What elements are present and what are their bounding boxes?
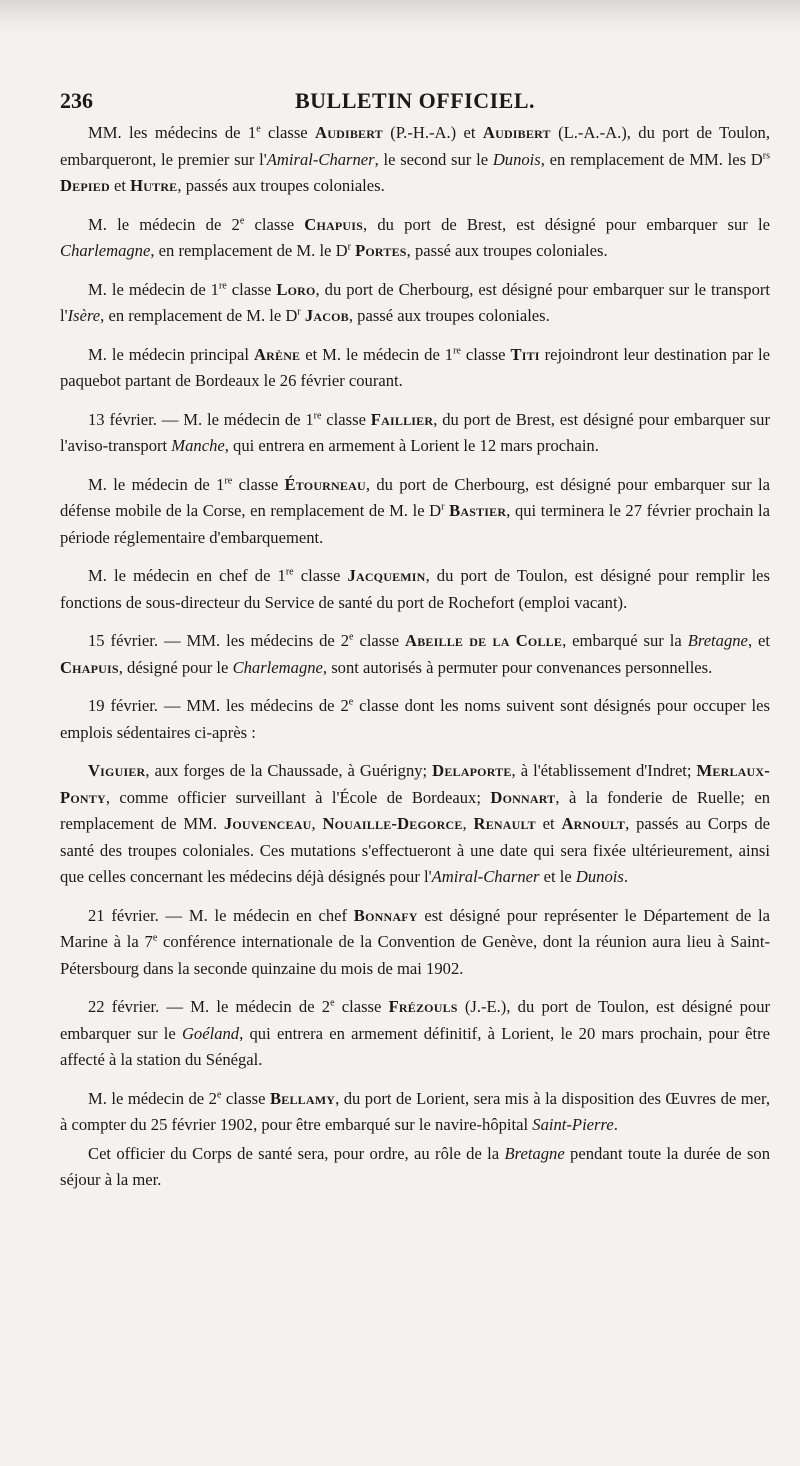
scan-edge-shadow [0, 0, 800, 34]
page-header [60, 82, 770, 120]
paragraph-p3 [60, 277, 770, 330]
text-run: classe [221, 1088, 270, 1108]
paragraph-p9 [60, 693, 770, 746]
text-run: conférence internationale de la Convention de Genève, dont la réunion aura lieu à Saint-Pétersbourg dans la seconde quinzaine du mois de mai 1902. [60, 932, 770, 978]
text-run: M. le médecin en chef de 1 [88, 566, 286, 585]
person-name: Portes [355, 241, 407, 260]
text-run: . [613, 1115, 618, 1134]
text-run: , à la fonderie de Ruelle; en remplacement de MM. [60, 787, 770, 833]
text-run: , qui terminera le 27 février prochain la période réglementaire d'embarquement. [60, 501, 770, 547]
superscript: re [313, 409, 322, 421]
person-name: Depied [60, 176, 110, 195]
ship-name: Amiral-Charner [431, 867, 540, 886]
superscript: rs [762, 149, 771, 161]
ship-name: Dunois [575, 867, 624, 886]
superscript: e [349, 631, 354, 643]
ship-name: Bretagne [504, 1143, 565, 1163]
superscript: r [347, 241, 351, 253]
text-run: , qui entrera en armement à Lorient le 12 mars prochain. [224, 436, 599, 455]
text-run: , du port de Brest, est désigné pour embarquer sur le [363, 214, 771, 234]
text-run: pendant toute la durée de son séjour à la mer. [60, 1143, 770, 1189]
text-run: M. le médecin principal [88, 344, 254, 364]
paragraph-p6 [60, 472, 770, 552]
superscript: re [285, 566, 294, 578]
person-name: Frézouls [388, 997, 458, 1016]
ship-name: Isère [67, 306, 101, 325]
person-name: Abeille de la Colle [405, 631, 563, 650]
superscript: re [453, 344, 461, 356]
text-run: , du port de Cherbourg, est désigné pour embarquer sur le transport l' [60, 279, 771, 325]
text-run: , passés au Corps de santé des troupes coloniales. Ces mutations s'effectueront à une date qui sera fixée ultérieurement, ainsi que celles concernant les médecins déjà désignés pour l' [60, 814, 771, 886]
text-run: (P.-H.-A.) et [382, 123, 483, 142]
paragraph-p7 [60, 563, 770, 616]
person-name: Chapuis [60, 657, 119, 677]
text-run: classe [353, 631, 406, 650]
text-run: 21 février. — M. le médecin en chef [88, 905, 354, 925]
text-run: et [535, 814, 562, 833]
text-run: , du port de Cherbourg, est désigné pour embarquer sur la défense mobile de la Corse, en remplacement de M. le D [60, 474, 770, 520]
text-run: , désigné pour le [118, 657, 233, 677]
text-run: , passés aux troupes coloniales. [177, 176, 385, 195]
text-run: Cet officier du Corps de santé sera, pour ordre, au rôle de la [88, 1143, 505, 1163]
paragraph-p5 [60, 407, 770, 460]
superscript: re [224, 474, 233, 486]
person-name: Audibert [482, 123, 551, 142]
person-name: Bonnafy [353, 905, 418, 925]
page-number: 236 [60, 88, 93, 113]
text-run: 13 février. — M. le médecin de 1 [88, 409, 314, 429]
ship-name: Manche [171, 436, 225, 455]
text-run: , du port de Toulon, est désigné pour remplir les fonctions de sous-directeur du Service de santé du port de Rochefort (emploi vacant). [60, 566, 771, 612]
text-run: (L.-A.-A.), du port de Toulon, embarqueront, le premier sur l' [60, 123, 771, 169]
text-run: MM. les médecins de 1 [88, 123, 257, 142]
text-run: , passé aux troupes coloniales. [406, 241, 608, 260]
superscript: e [239, 214, 245, 226]
superscript: e [216, 1088, 222, 1100]
text-run: , aux forges de la Chaussade, à Guérigny; [145, 761, 433, 780]
document-body [60, 120, 770, 1194]
ship-name: Bretagne [687, 631, 748, 650]
person-name: Jacquemin [347, 566, 426, 585]
running-title: BULLETIN OFFICIEL. [294, 88, 536, 113]
text-run: classe [334, 997, 389, 1016]
text-run: , en remplacement de MM. les D [540, 149, 763, 169]
paragraph-p8 [60, 628, 770, 681]
person-name: Audibert [315, 123, 383, 142]
text-run: et le [539, 867, 576, 886]
person-name: Chapuis [304, 214, 364, 234]
text-run: et M. le médecin de 1 [300, 344, 454, 364]
text-run: 19 février. — MM. les médecins de 2 [88, 696, 349, 715]
person-name: Titi [510, 344, 540, 364]
ship-name: Goéland [181, 1023, 240, 1043]
paragraph-p10 [60, 758, 770, 891]
superscript: r [297, 306, 301, 318]
text-run: , en remplacement de M. le D [150, 241, 348, 260]
superscript: re [218, 279, 227, 291]
text-run: (J.-E.), du port de Toulon, est désigné pour embarquer sur le [60, 997, 771, 1043]
text-run: M. le médecin de 1 [88, 474, 225, 494]
text-run: est désigné pour représenter le Département de la Marine à la 7 [60, 905, 770, 951]
superscript: e [152, 932, 158, 944]
text-run: , passé aux troupes coloniales. [348, 306, 550, 325]
text-run: M. le médecin de 2 [88, 214, 240, 234]
text-run: , le second sur le [374, 149, 493, 169]
paragraph-p11 [60, 903, 770, 983]
text-run: M. le médecin de 2 [88, 1088, 217, 1108]
paragraph-p12 [60, 994, 770, 1074]
text-run: , [311, 814, 323, 833]
person-name: Donnart [490, 787, 556, 807]
text-run: rejoindront leur destination par le paquebot partant de Bordeaux le 26 février courant. [60, 344, 770, 390]
text-run: classe [321, 409, 371, 429]
text-run: et [109, 176, 131, 195]
text-run: classe dont les noms suivent sont désignés pour occuper les emplois sédentaires ci-après : [60, 696, 770, 742]
person-name: Nouaille-Degorce [322, 814, 463, 833]
text-run: 22 février. — M. le médecin de 2 [88, 997, 331, 1016]
superscript: r [441, 501, 445, 513]
paragraph-p2 [60, 212, 770, 265]
person-name: Renault [473, 814, 536, 833]
person-name: Bastier [449, 501, 507, 520]
paragraph-p13 [60, 1086, 770, 1139]
ship-name: Charlemagne [60, 241, 151, 260]
person-name: Merlaux-Ponty [60, 761, 771, 807]
person-name: Arnoult [561, 814, 626, 833]
ship-name: Amiral-Charner [266, 149, 375, 169]
person-name: Hutre [130, 176, 178, 195]
superscript: e [330, 997, 335, 1009]
text-run: classe [232, 474, 285, 494]
text-run: 15 février. — MM. les médecins de 2 [88, 631, 350, 650]
text-run: . [623, 867, 628, 886]
person-name: Étourneau [284, 474, 366, 494]
text-run: , du port de Brest, est désigné pour embarquer sur l'aviso-transport [60, 409, 770, 455]
text-run: classe [293, 566, 348, 585]
text-run: , embarqué sur la [562, 631, 688, 650]
person-name: Jacob [304, 306, 349, 325]
text-run: M. le médecin de 1 [88, 279, 219, 299]
document-page [60, 82, 770, 1206]
person-name: Viguier [88, 761, 146, 780]
text-run: , [462, 814, 474, 833]
person-name: Loro [276, 279, 316, 299]
ship-name: Charlemagne [232, 657, 323, 677]
text-run: , comme officier surveillant à l'École de Bordeaux; [105, 787, 491, 807]
person-name: Faillier [370, 409, 434, 429]
text-run: classe [226, 279, 277, 299]
person-name: Arène [253, 344, 301, 364]
superscript: e [256, 123, 261, 135]
text-run: , sont autorisés à permuter pour convenances personnelles. [322, 657, 713, 677]
text-run: , du port de Lorient, sera mis à la disposition des Œuvres de mer, à compter du 25 février 1902, pour être embarqué sur le navire-hôpital [60, 1088, 771, 1134]
paragraph-p4 [60, 342, 770, 395]
text-run: , à l'établissement d'Indret; [511, 761, 697, 780]
paragraph-p1 [60, 120, 770, 200]
ship-name: Saint-Pierre [532, 1115, 614, 1134]
ship-name: Dunois [492, 149, 541, 169]
person-name: Delaporte [432, 761, 512, 780]
text-run: , et [747, 631, 771, 650]
text-run: classe [260, 123, 316, 142]
text-run: , qui entrera en armement définitif, à Lorient, le 20 mars prochain, pour être affecté à la station du Sénégal. [60, 1023, 770, 1069]
text-run: classe [460, 344, 511, 364]
paragraph-p14 [60, 1141, 770, 1194]
person-name: Bellamy [269, 1088, 336, 1108]
text-run: , en remplacement de M. le D [100, 306, 298, 325]
superscript: e [348, 696, 354, 708]
person-name: Jouvenceau [223, 814, 312, 833]
text-run: classe [244, 214, 305, 234]
